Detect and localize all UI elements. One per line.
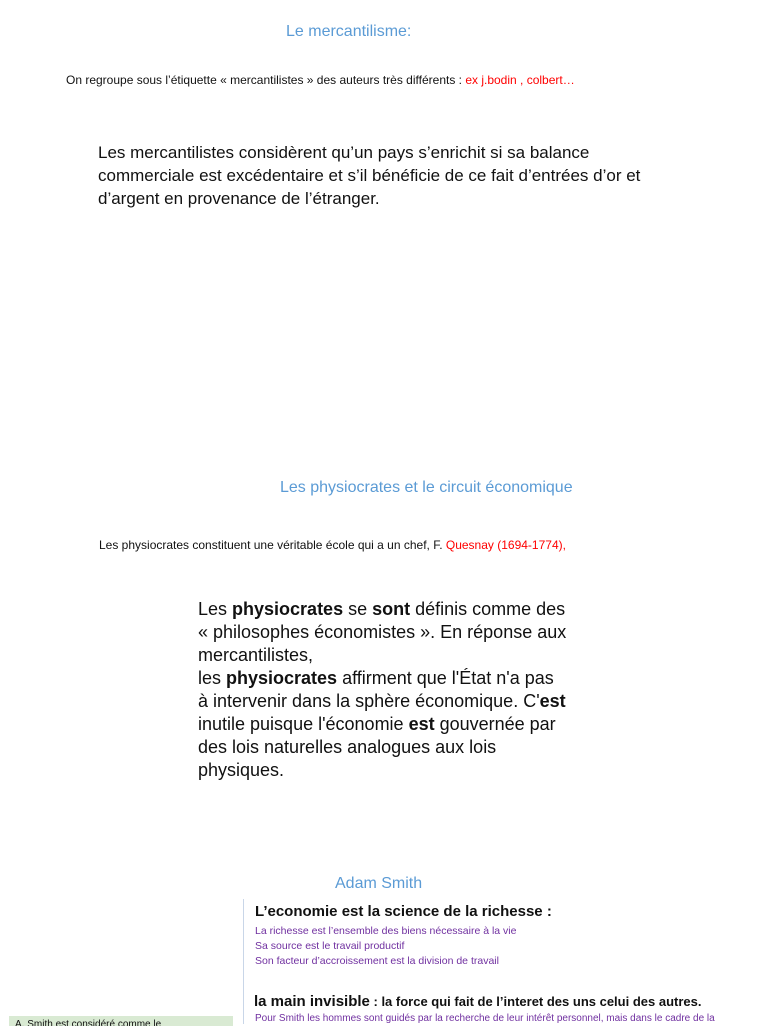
text-run: gouvernée par des lois naturelles analogues aux lois physiques. bbox=[198, 714, 556, 780]
smith-headline: L’economie est la science de la richesse : bbox=[255, 903, 552, 920]
mercantilisme-intro bbox=[66, 73, 575, 87]
physiocrates-intro-text: Les physiocrates constituent une véritable école qui a un chef, F. bbox=[99, 538, 446, 552]
invisible-hand-heading bbox=[254, 993, 701, 1011]
text-run: définis comme des « philosophes économistes ». En réponse aux mercantilistes, bbox=[198, 599, 567, 665]
physiocrates-title: Les physiocrates et le circuit économique bbox=[280, 479, 573, 496]
text-run: se bbox=[343, 599, 373, 619]
mercantilisme-title: Le mercantilisme: bbox=[286, 23, 412, 40]
mercantilisme-paragraph: Les mercantilistes considèrent qu’un pays s’enrichit si sa balance commerciale est excédentaire et s’il bénéficie de ce fait d’entrées d’or et d’argent en provenance de l’étranger. bbox=[98, 143, 641, 208]
bold-run: sont bbox=[372, 599, 411, 619]
smith-list bbox=[255, 924, 516, 969]
text-run: inutile puisque l'économie bbox=[198, 714, 409, 734]
side-note-strip bbox=[9, 1016, 233, 1026]
text-run: Les bbox=[198, 599, 233, 619]
physiocrates-intro bbox=[99, 538, 566, 552]
bold-run: est bbox=[539, 691, 566, 711]
physiocrates-paragraph bbox=[198, 598, 568, 782]
invisible-hand-definition: : la force qui fait de l’interet des uns celui des autres. bbox=[369, 994, 702, 1009]
invisible-hand-explanation: Pour Smith les hommes sont guidés par la recherche de leur intérêt personnel, mais dans le cadre de la bbox=[255, 1013, 715, 1024]
smith-list-item: Sa source est le travail productif bbox=[255, 940, 405, 952]
mercantilisme-intro-text: On regroupe sous l’étiquette « mercantilistes » des auteurs très différents : bbox=[66, 73, 466, 87]
text-run: affirment que l'État n'a pas à intervenir dans la sphère économique. C' bbox=[198, 668, 554, 711]
bold-run: physiocrates bbox=[226, 668, 338, 688]
text-run: les bbox=[198, 668, 227, 688]
smith-title: Adam Smith bbox=[335, 875, 423, 892]
physiocrates-intro-quesnay: Quesnay (1694-1774), bbox=[445, 538, 566, 552]
mercantilisme-intro-examples: ex j.bodin , colbert… bbox=[465, 73, 575, 87]
side-note-text: A. Smith est considéré comme le bbox=[15, 1019, 162, 1026]
smith-list-item: La richesse est l’ensemble des biens nécessaire à la vie bbox=[255, 925, 517, 937]
bold-run: est bbox=[408, 714, 435, 734]
smith-list-item: Son facteur d’accroissement est la division de travail bbox=[255, 955, 499, 967]
invisible-hand-term: la main invisible bbox=[254, 993, 370, 1010]
bold-run: physiocrates bbox=[232, 599, 344, 619]
